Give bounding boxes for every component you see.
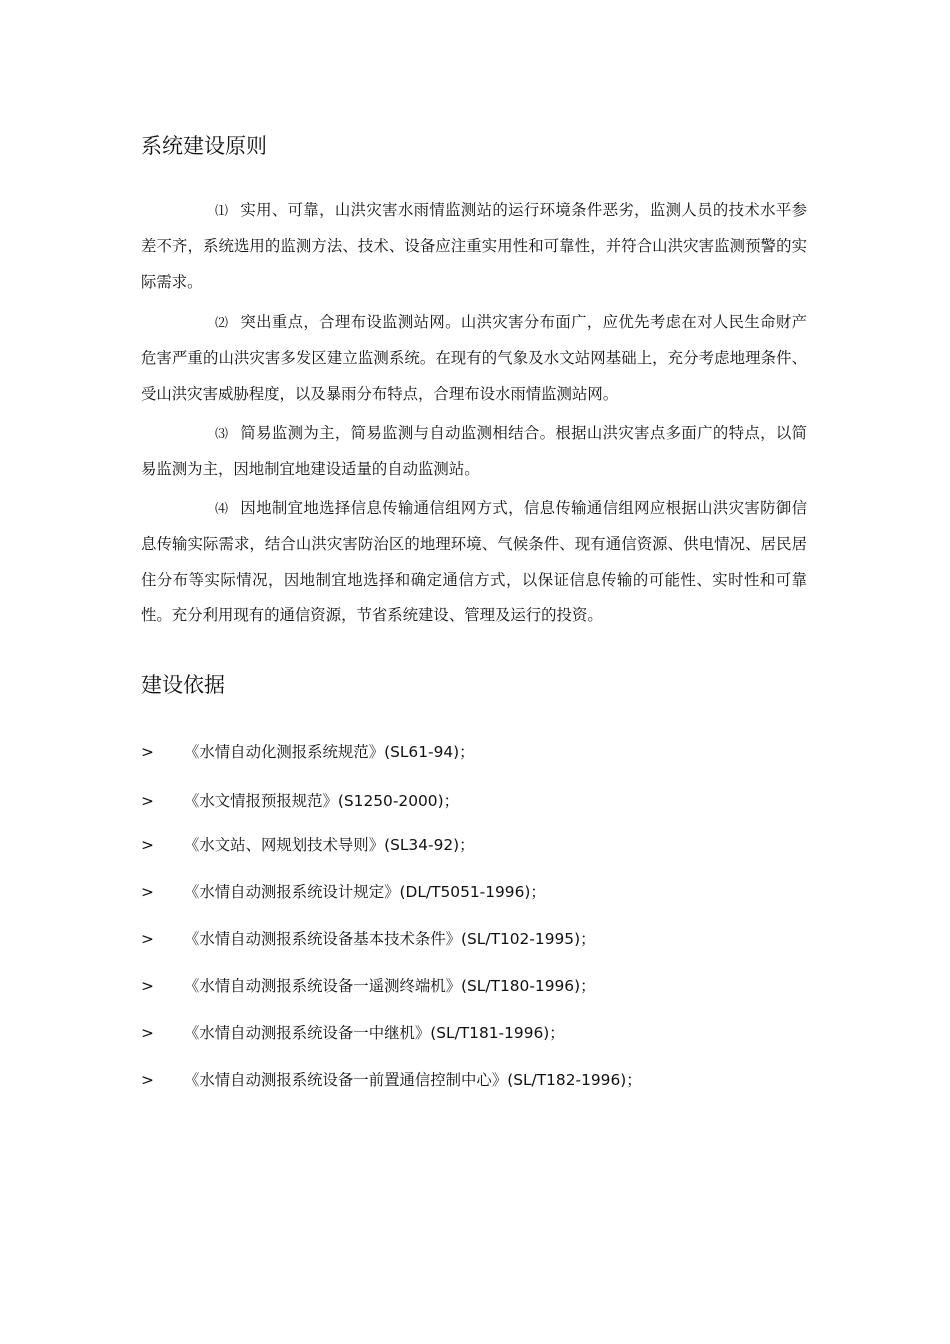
principle-paragraph-4 (141, 491, 807, 633)
reference-text: 《水情自动测报系统设计规定》(DL/T5051-1996)； (184, 883, 546, 901)
principle-paragraph-3 (141, 416, 807, 488)
reference-text: 《水文站、网规划技术导则》(SL34-92)； (184, 836, 475, 854)
paragraph-number: ⑶ (215, 427, 229, 442)
arrow-bullet-icon: > (141, 743, 154, 761)
paragraph-text: 简易监测为主，简易监测与自动监测相结合。根据山洪灾害点多面广的特点，以简易监测为主，因地制宜地建设适量的自动监测站。 (141, 424, 807, 479)
section-title-basis: 建设依据 (141, 673, 225, 697)
paragraph-text: 实用、可靠，山洪灾害水雨情监测站的运行环境条件恶劣，监测人员的技术水平参差不齐，系统选用的监测方法、技术、设备应注重实用性和可靠性，并符合山洪灾害监测预警的实际需求。 (141, 201, 807, 291)
arrow-bullet-icon: > (141, 930, 154, 948)
reference-text: 《水情自动测报系统设备基本技术条件》(SL/T102-1995)； (184, 930, 596, 948)
reference-text: 《水情自动测报系统设备一前置通信控制中心》(SL/T182-1996)； (184, 1071, 642, 1089)
reference-text: 《水情自动测报系统设备一遥测终端机》(SL/T180-1996)； (184, 977, 596, 995)
paragraph-text: 因地制宜地选择信息传输通信组网方式，信息传输通信组网应根据山洪灾害防御信息传输实际需求，结合山洪灾害防治区的地理环境、气候条件、现有通信资源、供电情况、居民居住分布等实际情况，因地制宜地选择和确定通信方式，以保证信息传输的可能性、实时性和可靠性。充分利用现有的通信资源，节省系统建设、管理及运行的投资。 (141, 499, 807, 624)
principle-paragraph-1 (141, 193, 807, 300)
paragraph-number: ⑷ (215, 502, 229, 517)
arrow-bullet-icon: > (141, 1071, 154, 1089)
principle-paragraph-2 (141, 305, 807, 412)
arrow-bullet-icon: > (141, 1024, 154, 1042)
section-title-principles: 系统建设原则 (141, 134, 267, 158)
arrow-bullet-icon: > (141, 792, 154, 810)
reference-text: 《水情自动化测报系统规范》(SL61-94)； (184, 743, 475, 761)
arrow-bullet-icon: > (141, 883, 154, 901)
reference-text: 《水文情报预报规范》(S1250-2000)； (184, 792, 459, 810)
arrow-bullet-icon: > (141, 977, 154, 995)
paragraph-number: ⑵ (215, 316, 229, 331)
arrow-bullet-icon: > (141, 836, 154, 854)
paragraph-text: 突出重点，合理布设监测站网。山洪灾害分布面广，应优先考虑在对人民生命财产危害严重的山洪灾害多发区建立监测系统。在现有的气象及水文站网基础上，充分考虑地理条件、受山洪灾害威胁程度，以及暴雨分布特点，合理布设水雨情监测站网。 (141, 313, 807, 403)
reference-text: 《水情自动测报系统设备一中继机》(SL/T181-1996)； (184, 1024, 565, 1042)
paragraph-number: ⑴ (215, 204, 229, 219)
